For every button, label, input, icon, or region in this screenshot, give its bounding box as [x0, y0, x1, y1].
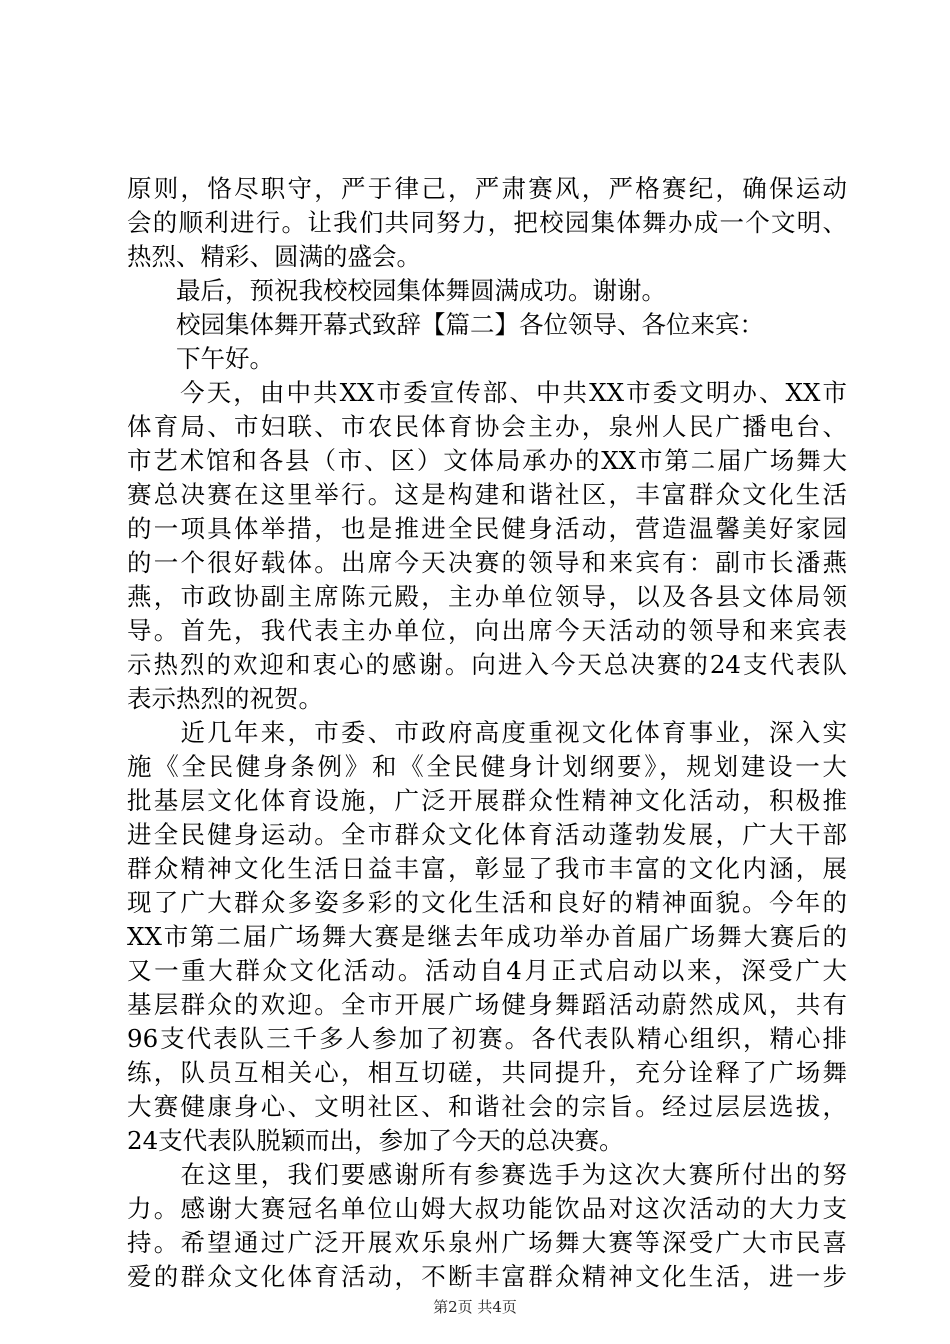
- text-line: 热烈、精彩、圆满的盛会。: [127, 242, 421, 271]
- text-line: 市艺术馆和各县（市、区）文体局承办的XX市第二届广场舞大: [127, 446, 847, 475]
- text-line: 今天，由中共XX市委宣传部、中共XX市委文明办、XX市: [127, 378, 847, 407]
- page-number-footer: 第2页 共4页: [433, 1298, 517, 1316]
- text-line: 最后，预祝我校校园集体舞圆满成功。谢谢。: [127, 276, 666, 305]
- text-line: 现了广大群众多姿多彩的文化生活和良好的精神面貌。今年的: [127, 888, 847, 917]
- text-line: 示热烈的欢迎和衷心的感谢。向进入今天总决赛的24支代表队: [127, 650, 847, 679]
- text-line: 校园集体舞开幕式致辞【篇二】各位领导、各位来宾：: [127, 310, 764, 339]
- text-line: 近几年来，市委、市政府高度重视文化体育事业，深入实: [127, 718, 847, 747]
- text-line: 练，队员互相关心，相互切磋，共同提升，充分诠释了广场舞: [127, 1058, 847, 1087]
- text-line: 批基层文化体育设施，广泛开展群众性精神文化活动，积极推: [127, 786, 847, 815]
- text-line: 下午好。: [127, 344, 274, 373]
- text-line: 赛总决赛在这里举行。这是构建和谐社区，丰富群众文化生活: [127, 480, 847, 509]
- text-line: 燕，市政协副主席陈元殿，主办单位领导，以及各县文体局领: [127, 582, 847, 611]
- text-line: 的一个很好载体。出席今天决赛的领导和来宾有：副市长潘燕: [127, 548, 847, 577]
- text-line: 导。首先，我代表主办单位，向出席今天活动的领导和来宾表: [127, 616, 847, 645]
- text-line: 在这里，我们要感谢所有参赛选手为这次大赛所付出的努: [127, 1160, 847, 1189]
- text-line: 原则，恪尽职守，严于律己，严肃赛风，严格赛纪，确保运动: [127, 174, 847, 203]
- text-line: 群众精神文化生活日益丰富，彰显了我市丰富的文化内涵，展: [127, 854, 847, 883]
- text-line: 施《全民健身条例》和《全民健身计划纲要》，规划建设一大: [127, 752, 847, 781]
- text-line: 力。感谢大赛冠名单位山姆大叔功能饮品对这次活动的大力支: [127, 1194, 847, 1223]
- text-line: 爱的群众文化体育活动，不断丰富群众精神文化生活，进一步: [127, 1262, 847, 1291]
- text-line: 96支代表队三千多人参加了初赛。各代表队精心组织，精心排: [127, 1024, 847, 1053]
- text-line: 持。希望通过广泛开展欢乐泉州广场舞大赛等深受广大市民喜: [127, 1228, 847, 1257]
- text-line: 基层群众的欢迎。全市开展广场健身舞蹈活动蔚然成风，共有: [127, 990, 847, 1019]
- text-line: 会的顺利进行。让我们共同努力，把校园集体舞办成一个文明、: [127, 208, 847, 237]
- text-line: 24支代表队脱颖而出，参加了今天的总决赛。: [127, 1126, 624, 1155]
- text-line: 的一项具体举措，也是推进全民健身活动，营造温馨美好家园: [127, 514, 847, 543]
- text-line: 体育局、市妇联、市农民体育协会主办，泉州人民广播电台、: [127, 412, 847, 441]
- text-line: 又一重大群众文化活动。活动自4月正式启动以来，深受广大: [127, 956, 847, 985]
- text-line: 进全民健身运动。全市群众文化体育活动蓬勃发展，广大干部: [127, 820, 847, 849]
- text-line: 表示热烈的祝贺。: [127, 684, 323, 713]
- text-line: XX市第二届广场舞大赛是继去年成功举办首届广场舞大赛后的: [127, 922, 847, 951]
- text-line: 大赛健康身心、文明社区、和谐社会的宗旨。经过层层选拔，: [127, 1092, 847, 1121]
